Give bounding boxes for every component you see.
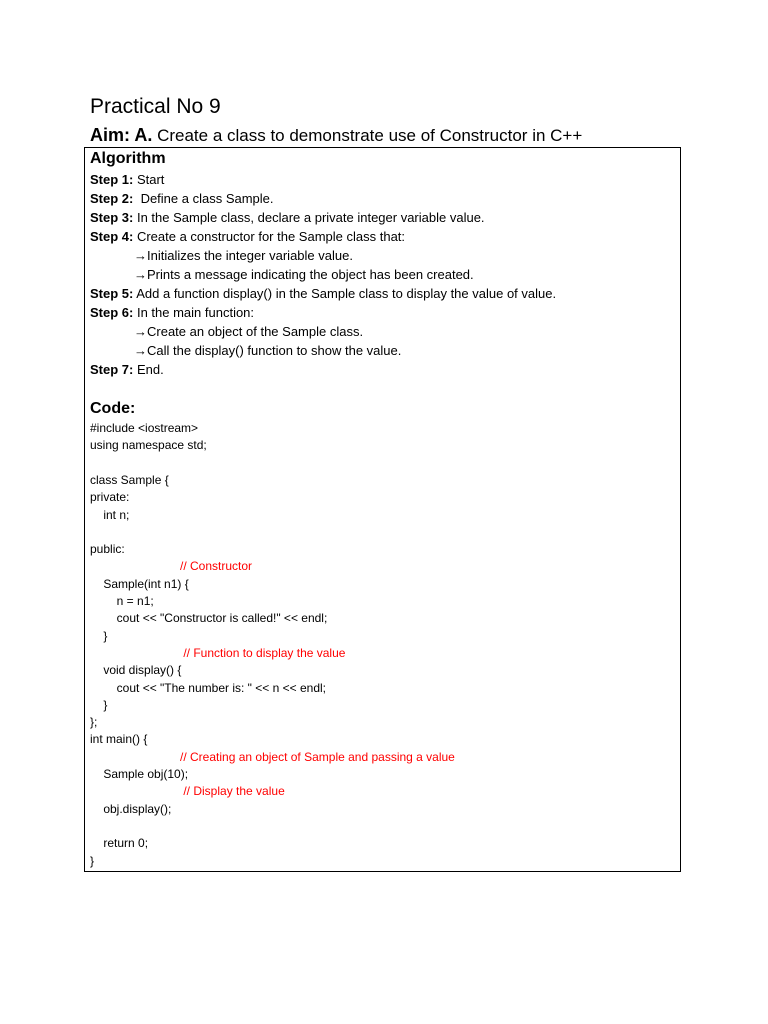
step-label: Step 5: — [90, 286, 134, 301]
code-line: } — [90, 853, 95, 868]
step-text: In the main function: — [133, 305, 255, 320]
step-4-sub-2: →Prints a message indicating the object has been created. — [134, 267, 474, 282]
step-label: Step 2: — [90, 191, 134, 206]
step-4-sub-1: →Initializes the integer variable value. — [134, 248, 353, 263]
code-line: cout << "The number is: " << n << endl; — [90, 680, 326, 695]
code-line: // Display the value — [90, 784, 285, 799]
code-line: cout << "Constructor is called!" << endl; — [90, 611, 328, 626]
aim-line — [90, 125, 582, 146]
code-line: // Constructor — [90, 559, 253, 574]
step-text: End. — [133, 362, 164, 377]
step-6-sub-2: →Call the display() function to show the value. — [134, 343, 402, 358]
step-text: Add a function display() in the Sample class to display the value of value. — [133, 286, 557, 301]
step-label: Step 4: — [90, 229, 134, 244]
step-1 — [90, 172, 164, 188]
code-line: } — [90, 628, 108, 643]
code-line: } — [90, 697, 108, 712]
step-text: Define a class Sample. — [133, 191, 274, 206]
step-label: Step 3: — [90, 210, 134, 225]
code-line: public: — [90, 542, 125, 557]
step-text: In the Sample class, declare a private integer variable value. — [133, 210, 485, 225]
code-line: // Function to display the value — [90, 645, 346, 660]
page-title: Practical No 9 — [90, 95, 221, 118]
step-3 — [90, 210, 485, 226]
code-line: Sample obj(10); — [90, 767, 189, 781]
step-text: Start — [133, 172, 165, 187]
aim-text: Create a class to demonstrate use of Constructor in C++ — [152, 126, 583, 145]
code-line: class Sample { — [90, 472, 169, 487]
step-label: Step 1: — [90, 172, 134, 187]
code-line: // Creating an object of Sample and passing a value — [90, 749, 455, 764]
step-6-sub-1: →Create an object of the Sample class. — [134, 324, 364, 339]
code-line: private: — [90, 490, 130, 505]
code-line: #include <iostream> — [90, 421, 199, 435]
code-line: return 0; — [90, 836, 149, 851]
step-label: Step 6: — [90, 305, 134, 320]
code-line: n = n1; — [90, 594, 154, 608]
code-line: obj.display(); — [90, 801, 172, 816]
step-5 — [90, 286, 556, 302]
code-line: }; — [90, 715, 98, 730]
code-line: int n; — [90, 507, 130, 522]
code-line: void display() { — [90, 663, 182, 678]
code-line: Sample(int n1) { — [90, 576, 189, 591]
step-2 — [90, 191, 274, 207]
code-heading: Code: — [90, 400, 136, 417]
step-text: Create a constructor for the Sample class that: — [133, 229, 406, 244]
aim-label: Aim: A. — [90, 125, 153, 145]
step-7 — [90, 362, 164, 378]
code-line: int main() { — [90, 732, 148, 747]
step-label: Step 7: — [90, 362, 134, 377]
step-6 — [90, 305, 254, 321]
step-4 — [90, 229, 405, 245]
code-line: using namespace std; — [90, 438, 207, 453]
algorithm-heading: Algorithm — [90, 150, 166, 167]
